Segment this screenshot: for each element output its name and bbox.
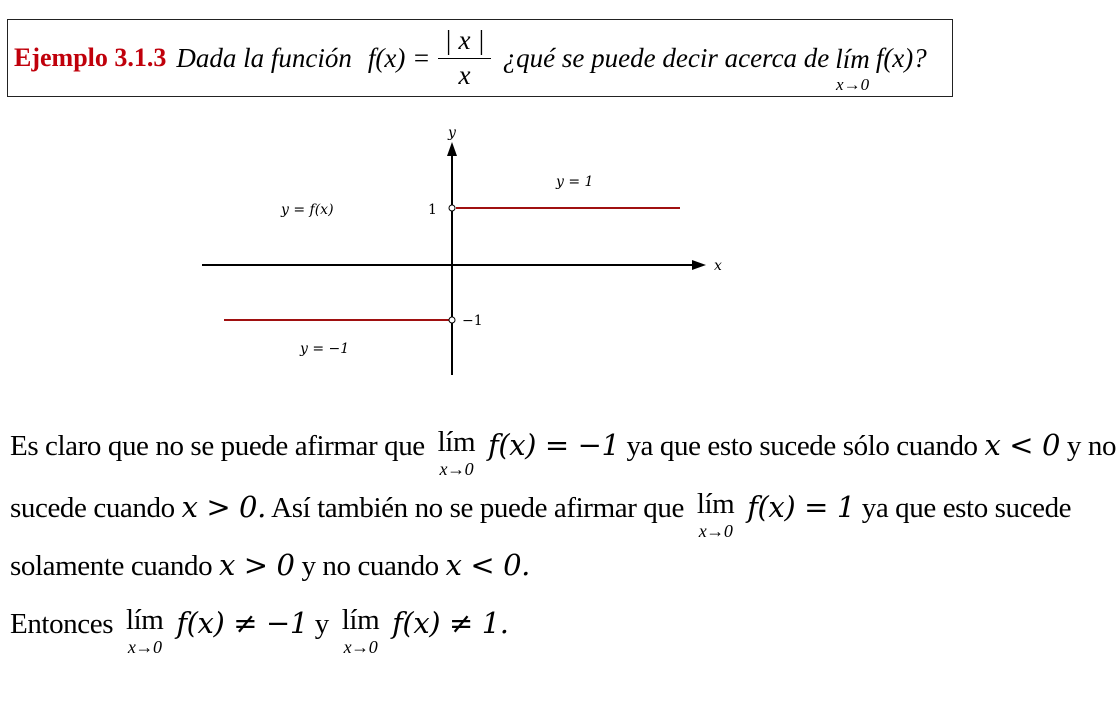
line4-limit-word-1: lím (125, 604, 164, 636)
line1-limit-word: lím (437, 426, 476, 458)
y-axis-label: y (448, 125, 456, 141)
label-y-equals-f: y = f(x) (281, 202, 334, 218)
line4-text-c: y (314, 608, 329, 640)
paragraph-line-2 (10, 488, 1072, 541)
line2-expr: f(x) = 1 (747, 490, 855, 524)
line1-text-e: y no (1066, 430, 1116, 462)
x-axis-arrow-icon (692, 260, 706, 270)
line4-limit-sub-1: x→0 (127, 637, 162, 657)
line4-limit-word-2: lím (341, 604, 380, 636)
question-text: ¿qué se puede decir acerca de (502, 42, 830, 73)
line2-limit-sub: x→0 (698, 521, 733, 541)
paragraph-line-1 (10, 426, 1116, 479)
line2-inequality: x > 0. (181, 490, 266, 524)
limit-subscript: x→0 (836, 74, 870, 94)
function-lhs: f(x) = (367, 42, 431, 73)
open-circle-upper (449, 205, 455, 211)
line3-text-c: y no cuando (301, 550, 439, 582)
fraction-numerator: | x | (438, 26, 490, 59)
line2-text-a: sucede cuando (10, 492, 175, 524)
line1-text-c: ya que esto sucede sólo cuando (626, 430, 978, 462)
open-circle-lower (449, 317, 455, 323)
fraction-denominator: x (458, 59, 471, 90)
y-axis-arrow-icon (447, 142, 457, 156)
line4-text-a: Entonces (10, 608, 114, 640)
line3-inequality-1: x > 0 (219, 548, 295, 582)
line1-text-a: Es claro que no se puede afirmar que (10, 430, 425, 462)
intro-text: Dada la función (176, 42, 352, 73)
line1-expr: f(x) = −1 (487, 428, 620, 462)
limit-word: lím (835, 43, 870, 74)
line2-limit (697, 490, 734, 540)
line4-limit-1 (126, 606, 163, 656)
line4-limit-sub-2: x→0 (343, 637, 378, 657)
line4-limit-2 (342, 606, 379, 656)
line1-limit (438, 428, 475, 478)
example-label: Ejemplo 3.1.3 (14, 43, 167, 72)
line4-expr-2: f(x) ≠ 1. (392, 606, 509, 640)
line1-inequality: x < 0 (984, 428, 1061, 462)
label-y-equals-1: y = 1 (556, 174, 594, 190)
x-axis-label: x (714, 258, 722, 274)
tick-label-1: 1 (428, 202, 437, 218)
question-end: f(x)? (875, 42, 927, 73)
line2-limit-word: lím (696, 488, 735, 520)
paragraph-line-3 (10, 548, 955, 583)
line2-text-e: ya que esto sucede (861, 492, 1072, 524)
function-graph (0, 0, 960, 400)
line2-text-c: Así también no se puede afirmar que (271, 492, 684, 524)
label-y-equals-minus-1: y = −1 (300, 341, 350, 357)
paragraph-line-4 (10, 606, 955, 656)
line3-inequality-2: x < 0. (445, 548, 530, 582)
tick-label-minus-1: −1 (462, 313, 483, 329)
line4-expr-1: f(x) ≠ −1 (176, 606, 308, 640)
line3-text-a: solamente cuando (10, 550, 213, 582)
line1-limit-sub: x→0 (439, 459, 474, 479)
